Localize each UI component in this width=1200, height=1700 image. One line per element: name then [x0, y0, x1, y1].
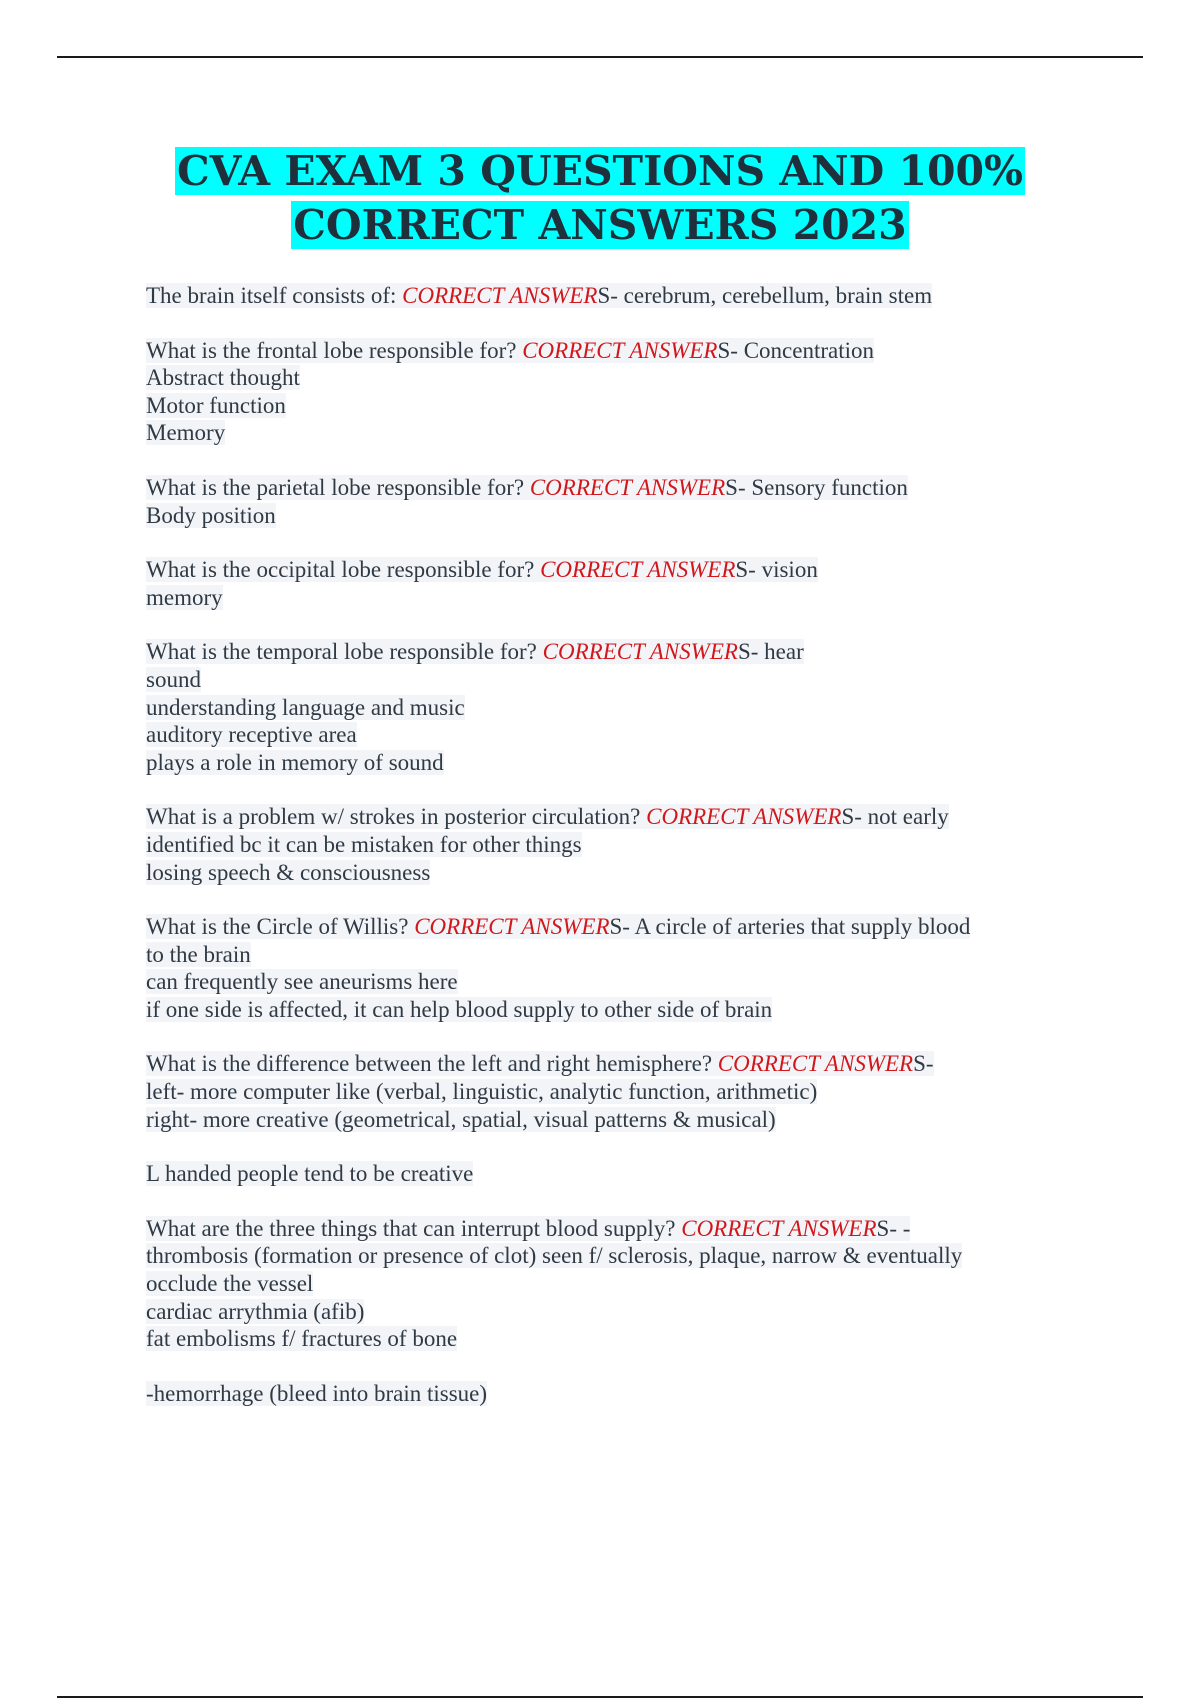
answer-line: occlude the vessel: [146, 1271, 314, 1297]
answer-text: S- cerebrum, cerebellum, brain stem: [597, 283, 933, 308]
qa-item: [146, 556, 1096, 611]
answer-text: S- vision: [735, 557, 818, 583]
question-text: What is the parietal lobe responsible for?: [146, 474, 530, 500]
answer-line: Motor function: [146, 392, 286, 418]
answer-line: Abstract thought: [146, 365, 300, 391]
title-line-2: CORRECT ANSWERS 2023: [293, 201, 907, 249]
bottom-rule: [57, 1696, 1143, 1698]
answer-line: sound: [146, 666, 201, 692]
correct-answer-marker: CORRECT ANSWER: [717, 1051, 914, 1077]
qa-item: [146, 803, 1096, 886]
document-title: [60, 144, 1140, 252]
question-text: What is the frontal lobe responsible for?: [146, 337, 523, 363]
correct-answer-marker: CORRECT ANSWER: [402, 283, 598, 308]
question-text: What is the temporal lobe responsible for?: [146, 639, 543, 665]
plain-note: L handed people tend to be creative: [146, 1161, 474, 1187]
question-text: What are the three things that can interrupt blood supply?: [146, 1215, 682, 1241]
plain-note: -hemorrhage (bleed into brain tissue): [146, 1380, 488, 1406]
qa-item: [146, 282, 1096, 310]
correct-answer-marker: CORRECT ANSWER: [540, 557, 736, 583]
answer-line: Memory: [146, 420, 226, 446]
answer-line: Body position: [146, 502, 276, 528]
answer-line: if one side is affected, it can help blood supply to other side of brain: [146, 996, 773, 1022]
answer-text: S- Concentration: [717, 337, 874, 363]
answer-text: S- not early: [841, 804, 949, 830]
qa-item: [146, 1380, 1096, 1408]
answer-text: S- hear: [737, 639, 804, 665]
answer-line: thrombosis (formation or presence of clot) seen f/ sclerosis, plaque, narrow & eventually: [146, 1243, 963, 1269]
qa-item: [146, 1160, 1096, 1188]
answer-text: S- A circle of arteries that supply blood: [609, 914, 971, 940]
correct-answer-marker: CORRECT ANSWER: [646, 804, 842, 830]
title-line-1: CVA EXAM 3 QUESTIONS AND 100%: [177, 147, 1023, 195]
correct-answer-marker: CORRECT ANSWER: [414, 914, 610, 940]
top-rule: [57, 56, 1143, 58]
answer-line: memory: [146, 584, 223, 610]
answer-line: identified bc it can be mistaken for other things: [146, 831, 582, 857]
correct-answer-marker: CORRECT ANSWER: [542, 639, 738, 665]
qa-item: [146, 1050, 1096, 1133]
question-text: What is the occipital lobe responsible for?: [146, 557, 541, 583]
qa-item: [146, 474, 1096, 529]
qa-item: [146, 337, 1096, 447]
question-text: What is the Circle of Willis?: [146, 914, 415, 940]
answer-line: right- more creative (geometrical, spatial, visual patterns & musical): [146, 1106, 776, 1132]
answer-line: can frequently see aneurisms here: [146, 969, 458, 995]
correct-answer-marker: CORRECT ANSWER: [529, 474, 726, 500]
question-text: What is a problem w/ strokes in posterior circulation?: [146, 804, 647, 830]
correct-answer-marker: CORRECT ANSWER: [681, 1215, 877, 1241]
answer-line: cardiac arrythmia (afib): [146, 1298, 365, 1324]
answer-line: auditory receptive area: [146, 722, 357, 748]
answer-line: fat embolisms f/ fractures of bone: [146, 1326, 458, 1352]
qa-item: [146, 638, 1096, 776]
question-text: What is the difference between the left and right hemisphere?: [146, 1051, 718, 1077]
answer-line: to the brain: [146, 941, 251, 967]
question-text: The brain itself consists of:: [146, 283, 403, 308]
answer-line: left- more computer like (verbal, linguistic, analytic function, arithmetic): [146, 1079, 818, 1105]
answer-line: understanding language and music: [146, 694, 465, 720]
answer-text: S- -: [876, 1215, 911, 1241]
qa-item: [146, 1215, 1096, 1353]
answer-line: plays a role in memory of sound: [146, 749, 444, 775]
answer-text: S- Sensory function: [725, 474, 908, 500]
correct-answer-marker: CORRECT ANSWER: [522, 337, 718, 363]
answer-text: S-: [913, 1051, 934, 1077]
qa-item: [146, 913, 1096, 1023]
answer-line: losing speech & consciousness: [146, 859, 431, 885]
qa-list: [146, 282, 1096, 1434]
